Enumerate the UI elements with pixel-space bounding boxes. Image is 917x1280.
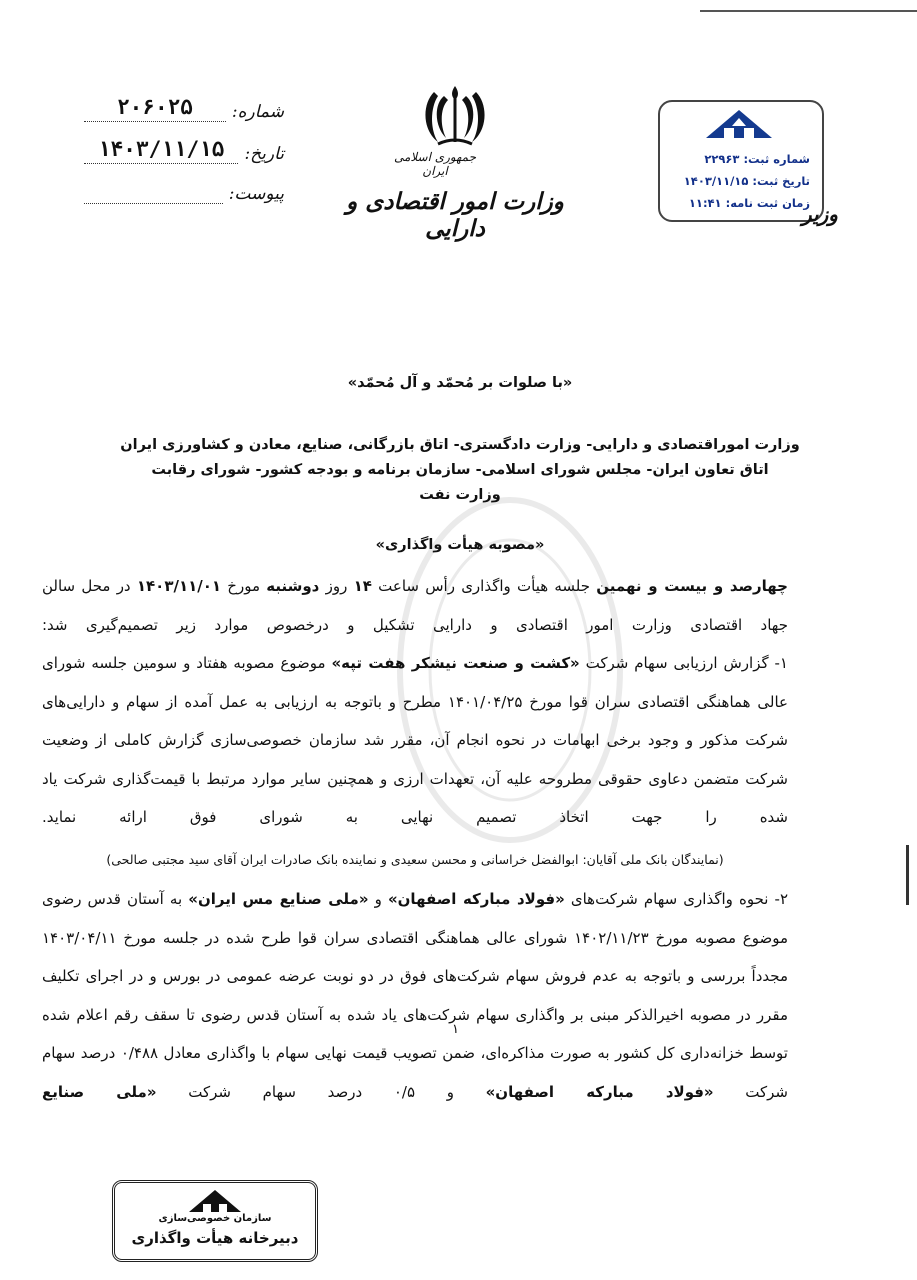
recipients-line-3: وزارت نفت [419,487,501,503]
date-value: ۱۴۰۳/۱۱/۱۵ [84,135,238,164]
item-2-company: «ملی صنایع مس ایران» [188,890,369,908]
republic-text: جمهوری اسلامی ایران [393,150,477,178]
item-1-paragraph [42,644,788,837]
item-2-company: «فولاد مبارکه اصفهان» [387,890,565,908]
registration-stamp [658,100,824,222]
item-2-text: و ۰/۵ درصد سهام شرکت [156,1082,486,1101]
top-edge-line [700,10,917,12]
date-label: تاریخ: [244,144,284,164]
item-1-text: موضوع مصوبه هفتاد و سومین جلسه شورای عالی هماهنگی اقتصادی سران قوا مورخ ۱۴۰۱/۰۴/۲۵ مطرح و باتوجه به ارزیابی به عمل آمده از سهام و دارایی‌های شرکت مذکور و وجود برخی ابهامات در نحوه انجام آن، مقرر شد سازمان خصوصی‌سازی گزارش کاملی از وضعیت شرکت متضمن دعاوی حقوقی مطروحه علیه آن، تعهدات ارزی و همچنین سایر موارد مرتبط با قیمت‌گذاری شرکت یاد شده را جهت اتخاذ تصمیم نهایی به شورای فوق ارائه نماید. [42,654,788,826]
intro-paragraph [42,567,788,644]
session-hour: ۱۴ [353,577,372,595]
number-field [84,88,284,122]
iran-emblem-icon [420,82,490,148]
item-1-text: ۱- گزارش ارزیابی سهام شرکت [579,654,788,672]
item-2-paragraph [42,880,788,1111]
edge-mark [906,845,909,905]
emblem [405,82,505,152]
item-2-text: ۲- نحوه واگذاری سهام شرکت‌های [564,890,788,908]
secretariat-stamp [112,1180,318,1262]
recipients-line-2: اتاق تعاون ایران- مجلس شورای اسلامی- سازمان برنامه و بودجه کشور- شورای رقابت [151,462,769,478]
item-2-company: «ملی صنایع [42,1082,157,1101]
item-2-text: و [368,890,388,908]
minister-label: وزیر [802,202,838,226]
salutation: «با صلوات بر مُحمّد و آل مُحمّد» [347,375,573,391]
page-number: ۱ [452,1022,459,1037]
registration-time: زمان ثبت نامه: ۱۱:۴۱ [688,196,810,210]
number-value: ۲۰۶۰۲۵ [84,93,226,122]
privatization-logo-icon [704,108,774,140]
recipients-line-1: وزارت اموراقتصادی و دارایی- وزارت دادگستری- اتاق بازرگانی، صنایع، معادن و کشاورزی ایران [120,437,800,453]
item-1-company: «کشت و صنعت نیشکر هفت تپه» [331,654,580,672]
registration-date: تاریخ ثبت: ۱۴۰۳/۱۱/۱۵ [683,174,810,188]
attachment-field [84,170,284,204]
number-label: شماره: [231,102,284,122]
secretariat-org: سازمان خصوصی‌سازی [158,1213,272,1224]
secretariat-title: دبیرخانه هیأت واگذاری [131,1229,299,1247]
item-2-text: به آستان قدس رضوی موضوع مصوبه مورخ ۱۴۰۲/۱۱/۲۳ شورای عالی هماهنگی اقتصادی سران قوا طرح شده در جلسه مورخ ۱۴۰۳/۰۴/۱۱ مجدداً بررسی و باتوجه به عدم فروش سهام شرکت‌های فوق در دو نوبت عرضه عمومی در بورس و در اجرای تکلیف مقرر در مصوبه اخیرالذکر مبنی بر واگذاری سهام شرکت‌های یاد شده به آستان قدس رضوی تا سقف رقم اعلام شده توسط خزانه‌داری کل کشور به صورت مذاکره‌ای، ضمن تصویب قیمت نهایی سهام با واگذاری معادل ۰/۴۸۸ درصد سهام شرکت [42,890,788,1101]
session-day: دوشنبه [266,577,320,595]
session-date: ۱۴۰۳/۱۱/۰۱ [136,577,222,595]
registration-number: شماره ثبت: ۲۲۹۶۳ [704,152,810,166]
attachment-value [84,185,223,204]
intro-text: روز [319,577,354,595]
session-ordinal: چهارصد و بیست و نهمین [596,577,788,595]
date-field [84,130,284,164]
item-2-company: «فولاد مبارکه اصفهان» [485,1082,714,1101]
representatives-note: (نمایندگان بانک ملی آقایان: ابوالفضل خراسانی و محسن سعیدی و نماینده بانک صادرات ایران آقای سید مجتبی صالحی) [106,852,724,867]
attachment-label: پیوست: [228,184,284,204]
subject: «مصوبه هیأت واگذاری» [375,537,545,553]
intro-text: مورخ [221,577,267,595]
intro-text: جلسه هیأت واگذاری رأس ساعت [371,577,597,595]
ministry-title: وزارت امور اقتصادی و دارایی [346,188,564,242]
intro-text: در محل سالن جهاد اقتصادی وزارت امور اقتصادی و دارایی تشکیل و درخصوص موارد زیر تصمیم‌گیری شد: [42,577,788,634]
secretariat-logo-icon [188,1189,242,1213]
